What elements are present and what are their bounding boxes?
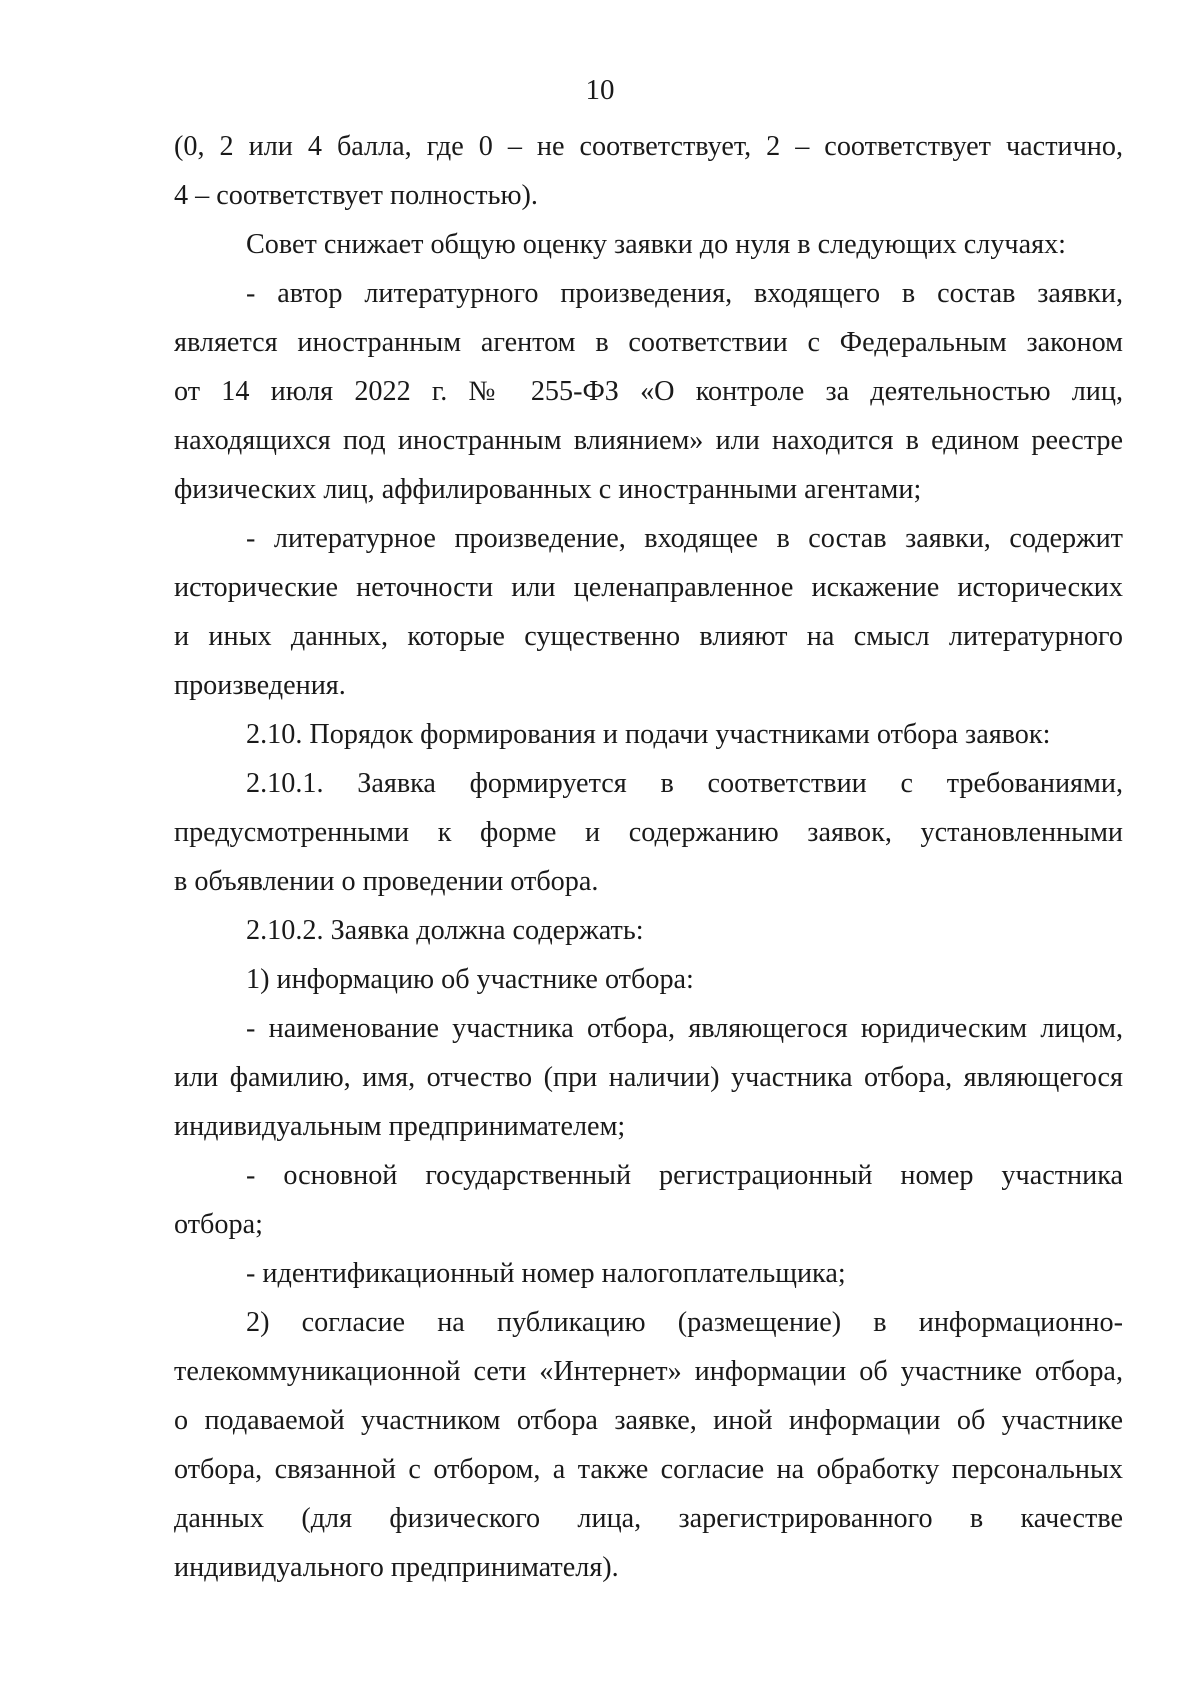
text-line: исторические неточности или целенаправленное искажение исторических [174,572,1123,603]
text-line: - идентификационный номер налогоплательщика; [246,1258,846,1289]
text-line: от 14 июля 2022 г. № 255-ФЗ «О контроле за деятельностью лиц, [174,376,1123,407]
text-line: предусмотренными к форме и содержанию заявок, установленными [174,817,1123,848]
text-line: в объявлении о проведении отбора. [174,866,599,897]
text-line: находящихся под иностранным влиянием» или находится в едином реестре [174,425,1123,456]
text-line: 2) согласие на публикацию (размещение) в информационно- [246,1307,1123,1338]
text-line: - основной государственный регистрационный номер участника [246,1160,1123,1191]
text-line: данных (для физического лица, зарегистрированного в качестве [174,1503,1123,1534]
text-line: и иных данных, которые существенно влияют на смысл литературного [174,621,1123,652]
text-line: телекоммуникационной сети «Интернет» информации об участнике отбора, [174,1356,1123,1387]
text-line: - наименование участника отбора, являющегося юридическим лицом, [246,1013,1123,1044]
text-line: 4 – соответствует полностью). [174,180,538,211]
text-line: Совет снижает общую оценку заявки до нуля в следующих случаях: [246,229,1066,260]
text-line: 1) информацию об участнике отбора: [246,964,694,995]
text-line: индивидуальным предпринимателем; [174,1111,626,1142]
document-body [174,122,1123,1592]
text-line: - литературное произведение, входящее в состав заявки, содержит [246,523,1123,554]
text-line: индивидуального предпринимателя). [174,1552,619,1583]
text-line: 2.10.1. Заявка формируется в соответствии с требованиями, [246,768,1123,799]
text-line: (0, 2 или 4 балла, где 0 – не соответствует, 2 – соответствует частично, [174,131,1123,162]
text-line: - автор литературного произведения, входящего в состав заявки, [246,278,1123,309]
text-line: является иностранным агентом в соответствии с Федеральным законом [174,327,1123,358]
text-line: или фамилию, имя, отчество (при наличии) участника отбора, являющегося [174,1062,1123,1093]
text-line: отбора; [174,1209,263,1240]
text-line: 2.10. Порядок формирования и подачи участниками отбора заявок: [246,719,1051,750]
page-number: 10 [585,74,615,106]
text-line: 2.10.2. Заявка должна содержать: [246,915,644,946]
text-line: физических лиц, аффилированных с иностранными агентами; [174,474,922,505]
text-line: отбора, связанной с отбором, а также согласие на обработку персональных [174,1454,1123,1485]
text-line: о подаваемой участником отбора заявке, иной информации об участнике [174,1405,1123,1436]
text-line: произведения. [174,670,346,701]
